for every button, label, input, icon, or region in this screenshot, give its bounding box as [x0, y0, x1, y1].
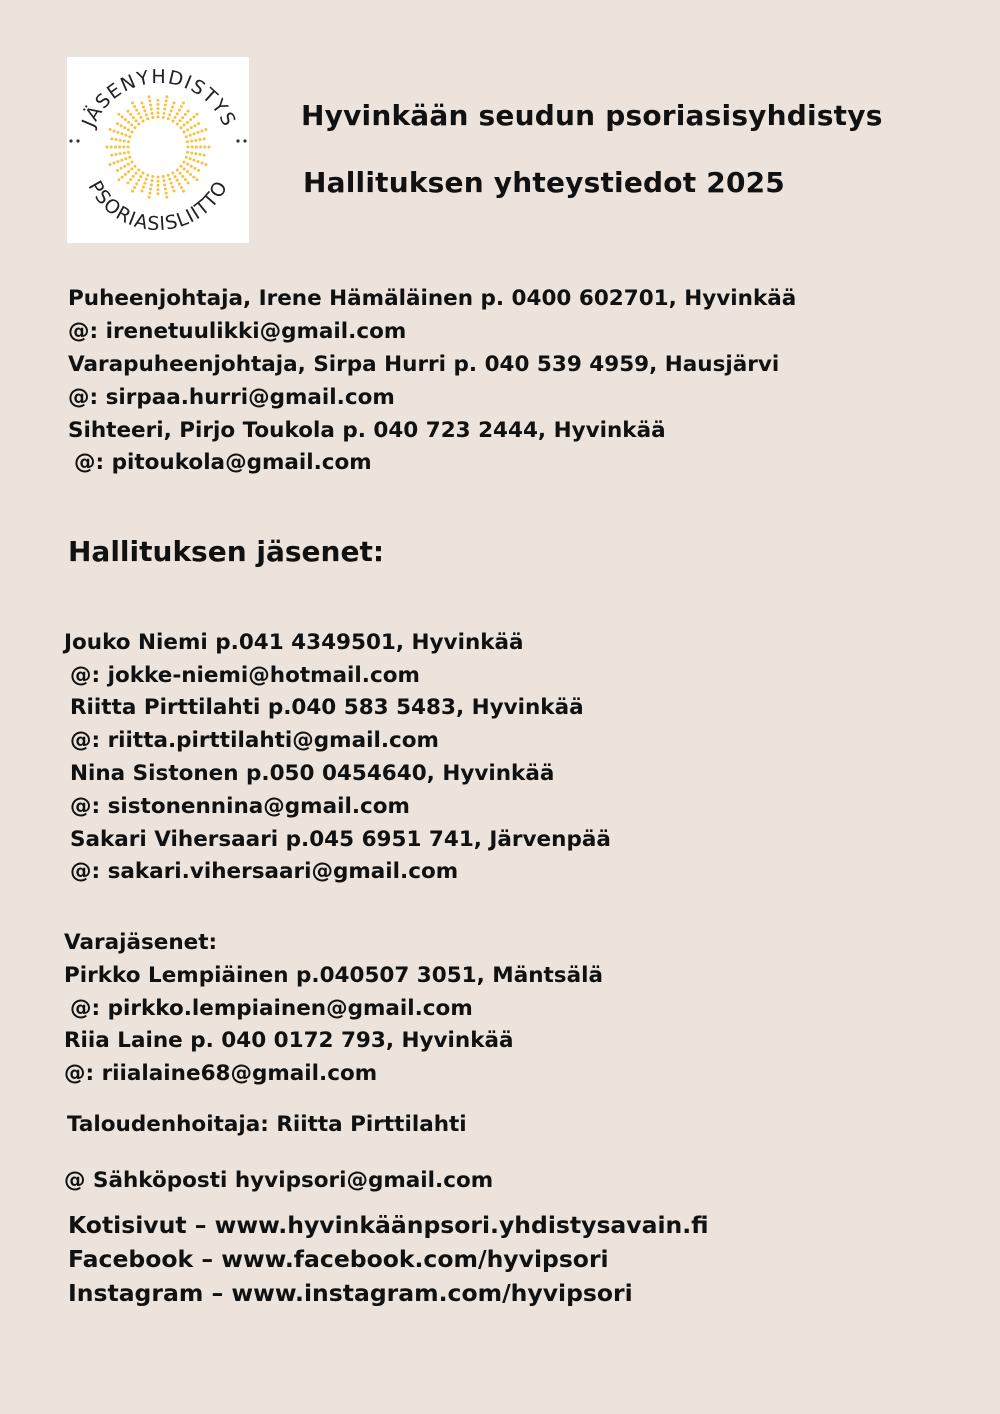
member-email: @: sakari.vihersaari@gmail.com	[70, 859, 459, 884]
logo-dots	[69, 139, 246, 142]
facebook-link[interactable]: Facebook – www.facebook.com/hyvipsori	[68, 1245, 609, 1273]
deputy-line: Riia Laine p. 040 0172 793, Hyvinkää	[64, 1028, 514, 1053]
association-email: @ Sähköposti hyvipsori@gmail.com	[64, 1168, 494, 1193]
svg-text:JÄSENYHDISTYS	[77, 66, 240, 131]
deputies-heading: Varajäsenet:	[64, 930, 218, 955]
deputy-email: @: riialaine68@gmail.com	[64, 1061, 378, 1086]
treasurer-line: Taloudenhoitaja: Riitta Pirttilahti	[67, 1112, 467, 1137]
page-title: Hallituksen yhteystiedot 2025	[303, 166, 785, 199]
chairperson-email: @: irenetuulikki@gmail.com	[68, 319, 407, 344]
logo-top-text: JÄSENYHDISTYS	[77, 65, 241, 131]
secretary-line: Sihteeri, Pirjo Toukola p. 040 723 2444, Hyvinkää	[68, 418, 666, 443]
logo-bottom-text: PSORIASISLIITTO	[83, 176, 233, 236]
chairperson-line: Puheenjohtaja, Irene Hämäläinen p. 0400 602701, Hyvinkää	[68, 286, 797, 311]
vice-chairperson-line: Varapuheenjohtaja, Sirpa Hurri p. 040 539 4959, Hausjärvi	[68, 352, 780, 377]
instagram-link[interactable]: Instagram – www.instagram.com/hyvipsori	[68, 1279, 633, 1307]
member-line: Sakari Vihersaari p.045 6951 741, Järvenpää	[70, 827, 611, 852]
member-line: Riitta Pirttilahti p.040 583 5483, Hyvinkää	[70, 695, 584, 720]
deputy-email: @: pirkko.lempiainen@gmail.com	[70, 996, 473, 1021]
member-email: @: riitta.pirttilahti@gmail.com	[70, 728, 439, 753]
psoriasisliitto-logo-image	[67, 57, 249, 243]
secretary-email: @: pitoukola@gmail.com	[74, 450, 372, 475]
member-email: @: sistonennina@gmail.com	[70, 794, 410, 819]
organization-name: Hyvinkään seudun psoriasisyhdistys	[301, 99, 883, 132]
homepage-link[interactable]: Kotisivut – www.hyvinkäänpsori.yhdistysavain.fi	[68, 1211, 709, 1239]
members-heading: Hallituksen jäsenet:	[68, 535, 385, 568]
vice-chairperson-email: @: sirpaa.hurri@gmail.com	[68, 385, 395, 410]
deputy-line: Pirkko Lempiäinen p.040507 3051, Mäntsälä	[64, 963, 603, 988]
logo	[67, 57, 249, 243]
member-line: Jouko Niemi p.041 4349501, Hyvinkää	[64, 630, 524, 655]
sun-icon	[106, 95, 211, 198]
member-email: @: jokke-niemi@hotmail.com	[70, 663, 420, 688]
member-line: Nina Sistonen p.050 0454640, Hyvinkää	[70, 761, 555, 786]
